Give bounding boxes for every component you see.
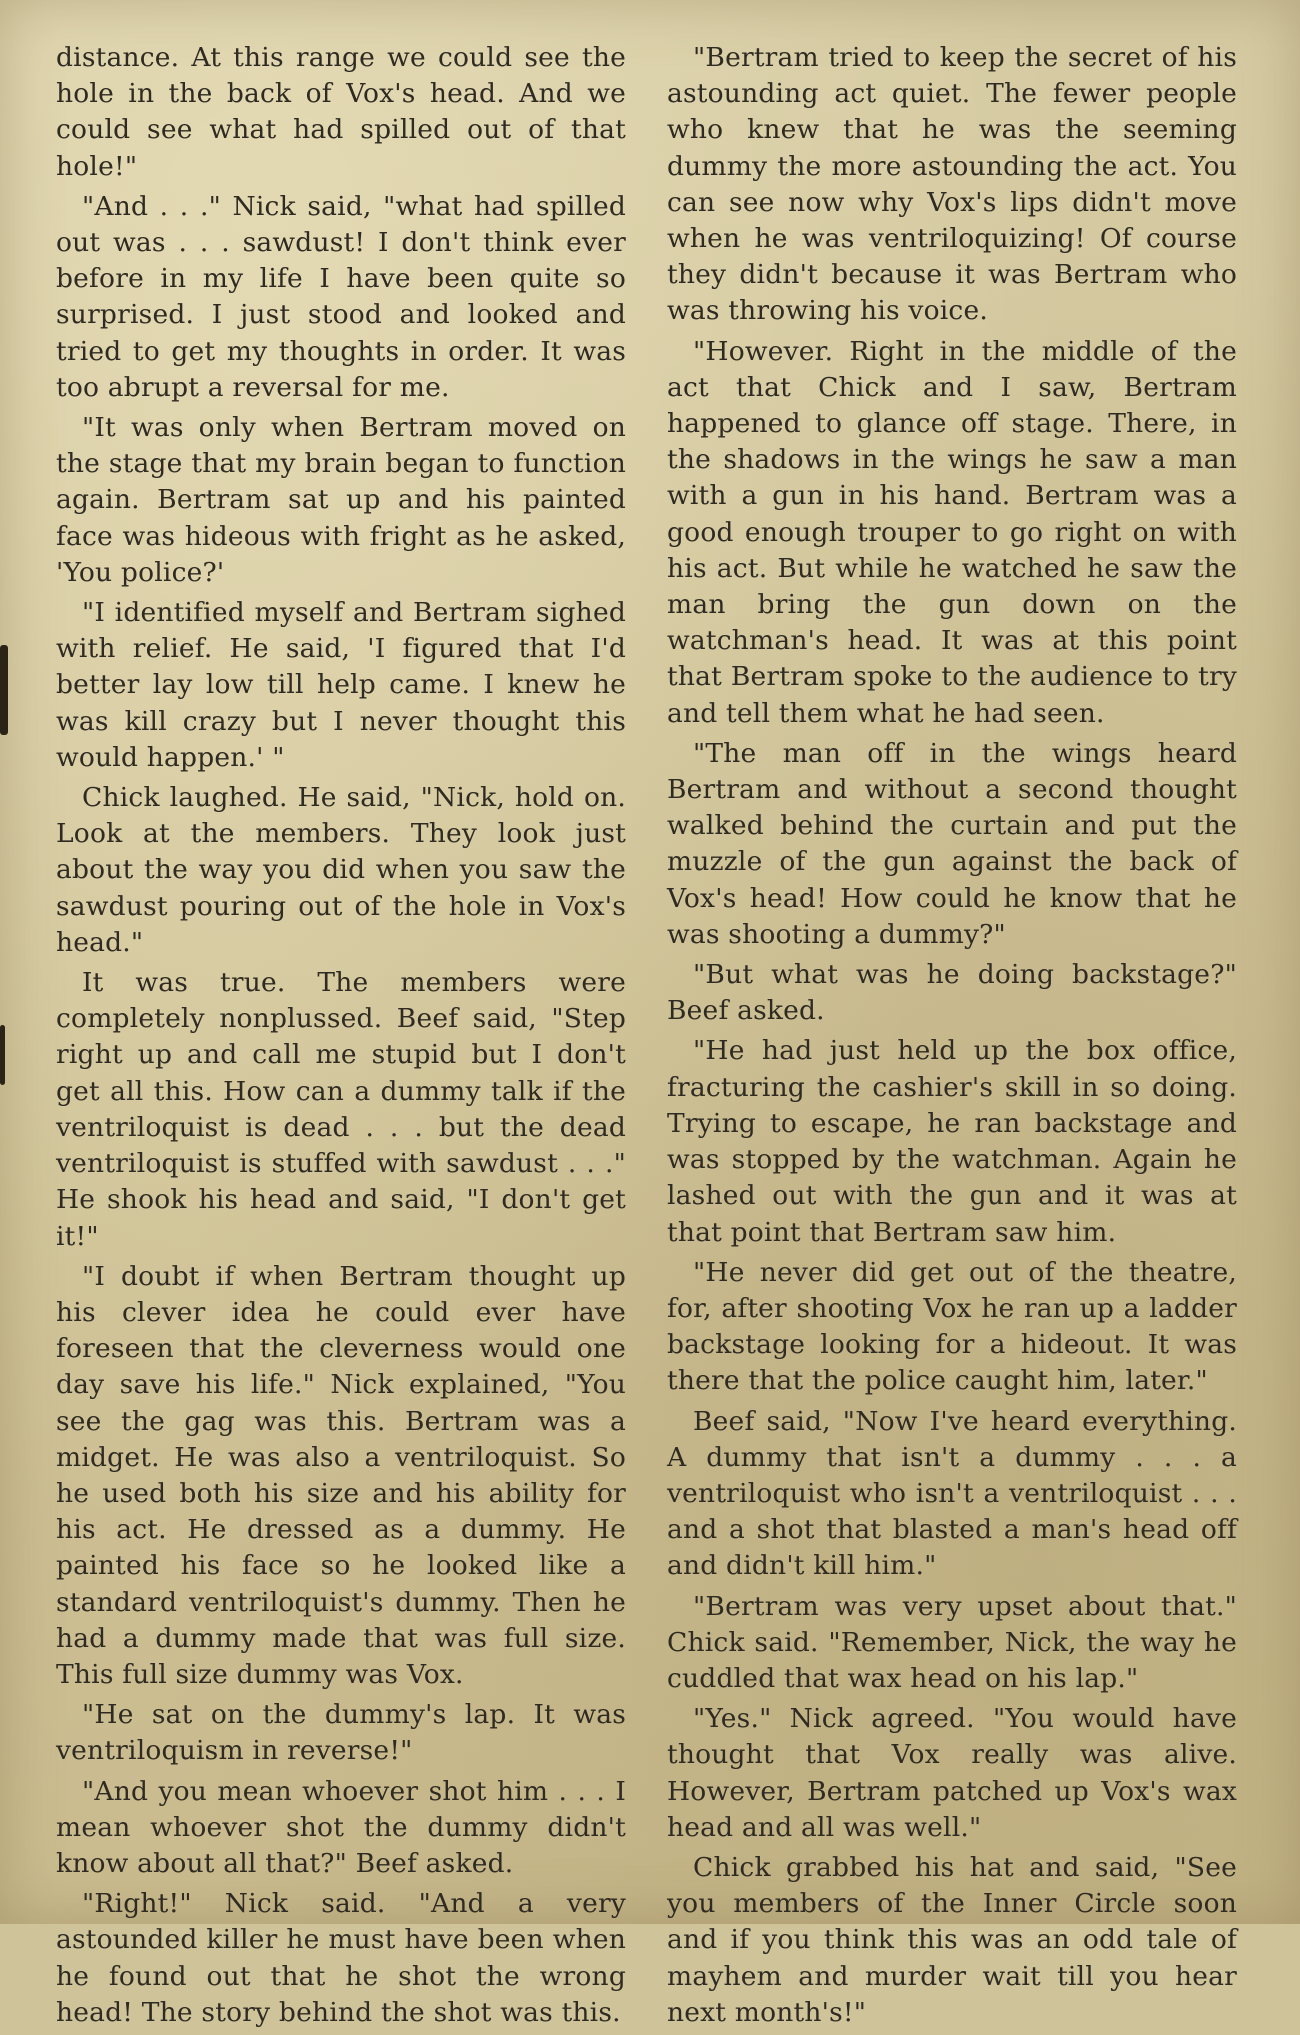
right-text-column bbox=[667, 40, 1237, 2035]
paragraph: "I doubt if when Bertram thought up his clever idea he could ever have foreseen that the cleverness would one day save his life." Nick explained, "You see the gag was this. Bertram was a midget. He was also a ventriloquist. So he used both his size and his ability for his act. He dressed as a dummy. He painted his face so he looked like a standard ventriloquist's dummy. Then he had a dummy made that was full size. This full size dummy was Vox. bbox=[56, 1260, 626, 1690]
paragraph: "He had just held up the box office, fracturing the cashier's skill in so doing. Trying to escape, he ran backstage and was stopped by the watchman. Again he lashed out with the gun and it was at that point that Bertram saw him. bbox=[667, 1035, 1237, 1248]
paragraph: "The man off in the wings heard Bertram and without a second thought walked behind the curtain and put the muzzle of the gun against the back of Vox's head! How could he know that he was shooting a dummy?" bbox=[667, 737, 1237, 950]
binding-edge-mark bbox=[0, 645, 8, 735]
paragraph: "Bertram tried to keep the secret of his astounding act quiet. The fewer people who knew that he was the seeming dummy the more astounding the act. You can see now why Vox's lips didn't move when he was ventriloquizing! Of course they didn't because it was Bertram who was throwing his voice. bbox=[667, 42, 1237, 327]
paragraph: "Yes." Nick agreed. "You would have thought that Vox really was alive. However, Bertram patched up Vox's wax head and all was well." bbox=[667, 1703, 1237, 1843]
paragraph: It was true. The members were completely nonplussed. Beef said, "Step right up and call me stupid but I don't get all this. How can a dummy talk if the ventriloquist is dead . . . but the dead ventriloquist is stuffed with sawdust . . ." He shook his head and said, "I don't get it!" bbox=[56, 967, 626, 1252]
paragraph: "Bertram was very upset about that." Chick said. "Remember, Nick, the way he cuddled that wax head on his lap." bbox=[667, 1590, 1237, 1694]
binding-edge-mark bbox=[0, 1025, 5, 1085]
left-text-column bbox=[56, 40, 626, 2035]
paragraph: "I identified myself and Bertram sighed with relief. He said, 'I figured that I'd better lay low till help came. I knew he was kill crazy but I never thought this would happen.' " bbox=[56, 597, 626, 773]
paragraph: Beef said, "Now I've heard everything. A dummy that isn't a dummy . . . a ventriloquist who isn't a ventriloquist . . . and a shot that blasted a man's head off and didn't kill him." bbox=[667, 1405, 1237, 1582]
paragraph: "It was only when Bertram moved on the stage that my brain began to function again. Bertram sat up and his painted face was hideous with fright as he asked, 'You police?' bbox=[56, 412, 626, 588]
paragraph: "And you mean whoever shot him . . . I mean whoever shot the dummy didn't know about all that?" Beef asked. bbox=[56, 1775, 626, 1879]
paragraph: Chick laughed. He said, "Nick, hold on. Look at the members. They look just about the way you did when you saw the sawdust pouring out of the hole in Vox's head." bbox=[56, 782, 626, 958]
paragraph: "He sat on the dummy's lap. It was ventriloquism in reverse!" bbox=[56, 1699, 626, 1767]
paragraph: "But what was he doing backstage?" Beef asked. bbox=[667, 959, 1237, 1027]
paragraph: Chick grabbed his hat and said, "See you members of the Inner Circle soon and if you think this was an odd tale of mayhem and murder wait till you hear next month's!" bbox=[667, 1851, 1237, 2028]
paragraph: "And . . ." Nick said, "what had spilled out was . . . sawdust! I don't think ever before in my life I have been quite so surprised. I just stood and looked and tried to get my thoughts in order. It was too abrupt a reversal for me. bbox=[56, 190, 626, 403]
paragraph: "He never did get out of the theatre, for, after shooting Vox he ran up a ladder backstage looking for a hideout. It was there that the police caught him, later." bbox=[667, 1256, 1237, 1397]
paragraph: "Right!" Nick said. "And a very astounded killer he must have been when he found out that he shot the wrong head! The story behind the shot was this. bbox=[56, 1888, 626, 2028]
paragraph: "However. Right in the middle of the act that Chick and I saw, Bertram happened to glance off stage. There, in the shadows in the wings he saw a man with a gun in his hand. Bertram was a good enough trouper to go right on with his act. But while he watched he saw the man bring the gun down on the watchman's head. It was at this point that Bertram spoke to the audience to try and tell them what he had seen. bbox=[667, 335, 1237, 729]
paragraph: distance. At this range we could see the hole in the back of Vox's head. And we could see what had spilled out of that hole!" bbox=[56, 42, 626, 182]
